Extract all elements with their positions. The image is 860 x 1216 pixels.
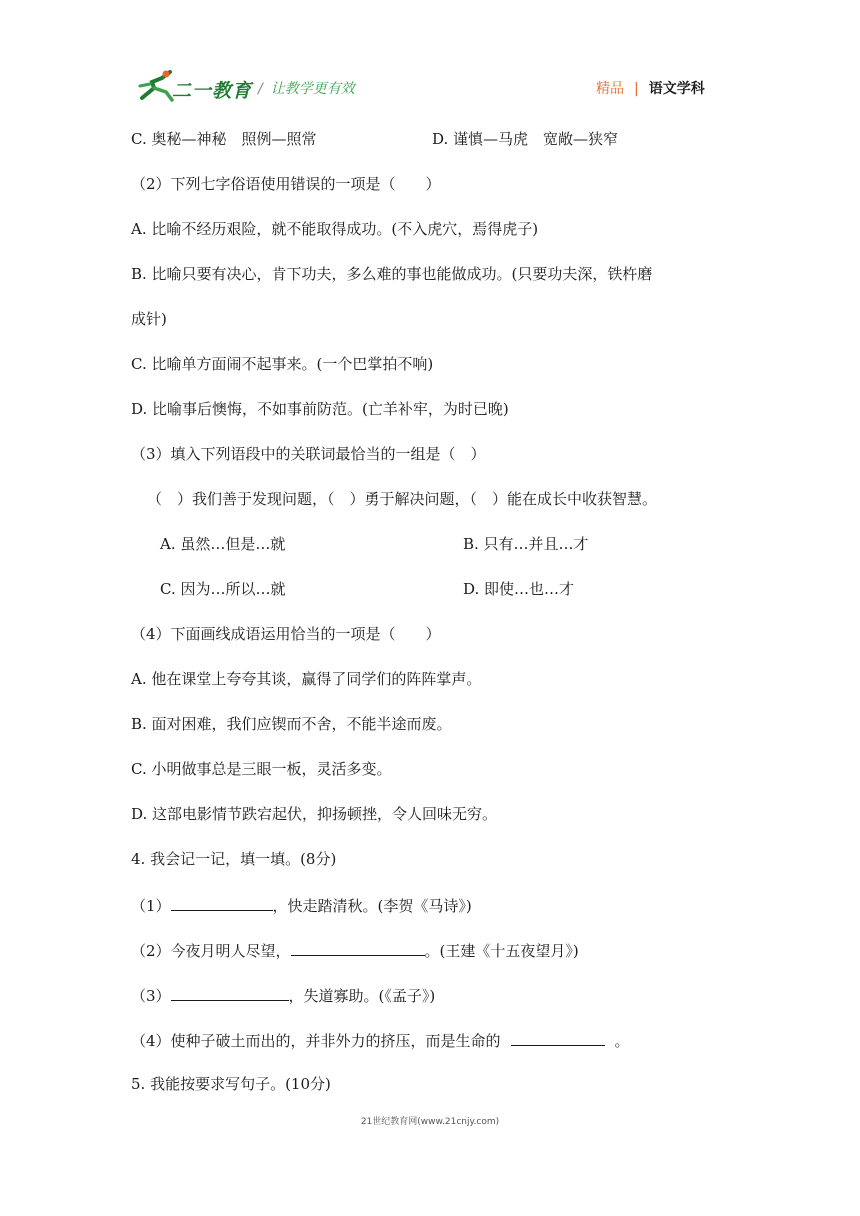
subject-label: 语文学科 (648, 81, 705, 97)
quality-label: 精品 (596, 81, 624, 97)
slogan: / 让教学更有效 (258, 81, 355, 97)
subject-tag: 精品 | 语文学科 (596, 81, 705, 97)
page-footer: 21世纪教育网(www.21cnjy.com) (360, 1117, 500, 1127)
question-4-option-a: A. 他在课堂上夸夸其谈，赢得了同学们的阵阵掌声。 (131, 670, 482, 688)
question-3-option-b: B. 只有…并且…才 (463, 535, 589, 553)
answer-blank-4[interactable] (511, 1029, 605, 1046)
question-4-option-d: D. 这部电影情节跌宕起伏，抑扬顿挫，令人回味无穷。 (131, 805, 498, 823)
question-4-option-c: C. 小明做事总是三眼一板，灵活多变。 (131, 760, 392, 778)
fill-item-4-text: （4）使种子破土而出的，并非外力的挤压，而是生命的 (131, 1032, 501, 1050)
question-3-option-a: A. 虽然…但是…就 (160, 535, 286, 553)
question-3-option-d: D. 即使…也…才 (463, 580, 575, 598)
question-2-option-a: A. 比喻不经历艰险，就不能取得成功。(不入虎穴，焉得虎子) (131, 220, 539, 238)
question-3-option-c: C. 因为…所以…就 (160, 580, 286, 598)
section-5-heading: 5. 我能按要求写句子。(10分) (131, 1075, 331, 1093)
fill-item-1 (131, 894, 472, 916)
section-4-heading: 4. 我会记一记，填一填。(8分) (131, 850, 337, 868)
option-d-antonyms: D. 谨慎—马虎 宽敞—狭窄 (432, 130, 619, 148)
fill-item-4-end: 。 (614, 1032, 630, 1050)
slogan-text: 让教学更有效 (270, 81, 355, 97)
fill-item-3-text: ，失道寡助。(《孟子》) (288, 987, 436, 1005)
answer-blank-2[interactable] (291, 939, 425, 956)
question-2-option-b: B. 比喻只要有决心，肯下功夫，多么难的事也能做成功。(只要功夫深，铁杵磨 (131, 265, 653, 283)
question-4: （4）下面画线成语运用恰当的一项是（ ） (131, 625, 441, 643)
fill-item-3 (131, 984, 435, 1006)
question-3: （3）填入下列语段中的关联词最恰当的一组是（ ） (131, 445, 486, 463)
question-3-passage: （ ）我们善于发现问题，（ ）勇于解决问题，（ ）能在成长中收获智慧。 (147, 490, 658, 508)
fill-item-1-text: ，快走踏清秋。(李贺《马诗》) (272, 897, 472, 915)
fill-item-2 (131, 939, 579, 961)
answer-blank-1[interactable] (171, 894, 273, 911)
question-2-option-c: C. 比喻单方面闹不起事来。(一个巴掌拍不响) (131, 355, 434, 373)
fill-item-2-text: （2）今夜月明人尽望， (131, 942, 291, 960)
fill-item-1-number: （1） (131, 897, 171, 915)
question-2-option-b-cont: 成针) (131, 310, 167, 328)
question-2: （2）下列七字俗语使用错误的一项是（ ） (131, 175, 441, 193)
option-c-synonyms: C. 奥秘—神秘 照例—照常 (131, 130, 317, 148)
question-2-option-d: D. 比喻事后懊悔，不如事前防范。(亡羊补牢，为时已晚) (131, 400, 509, 418)
answer-blank-3[interactable] (171, 984, 289, 1001)
fill-item-2-source: 。(王建《十五夜望月》) (424, 942, 579, 960)
question-4-option-b: B. 面对困难，我们应锲而不舍，不能半途而废。 (131, 715, 452, 733)
page-header (0, 0, 860, 110)
logo-text: 二一教育 (172, 80, 253, 102)
fill-item-3-number: （3） (131, 987, 171, 1005)
fill-item-4 (131, 1029, 630, 1051)
